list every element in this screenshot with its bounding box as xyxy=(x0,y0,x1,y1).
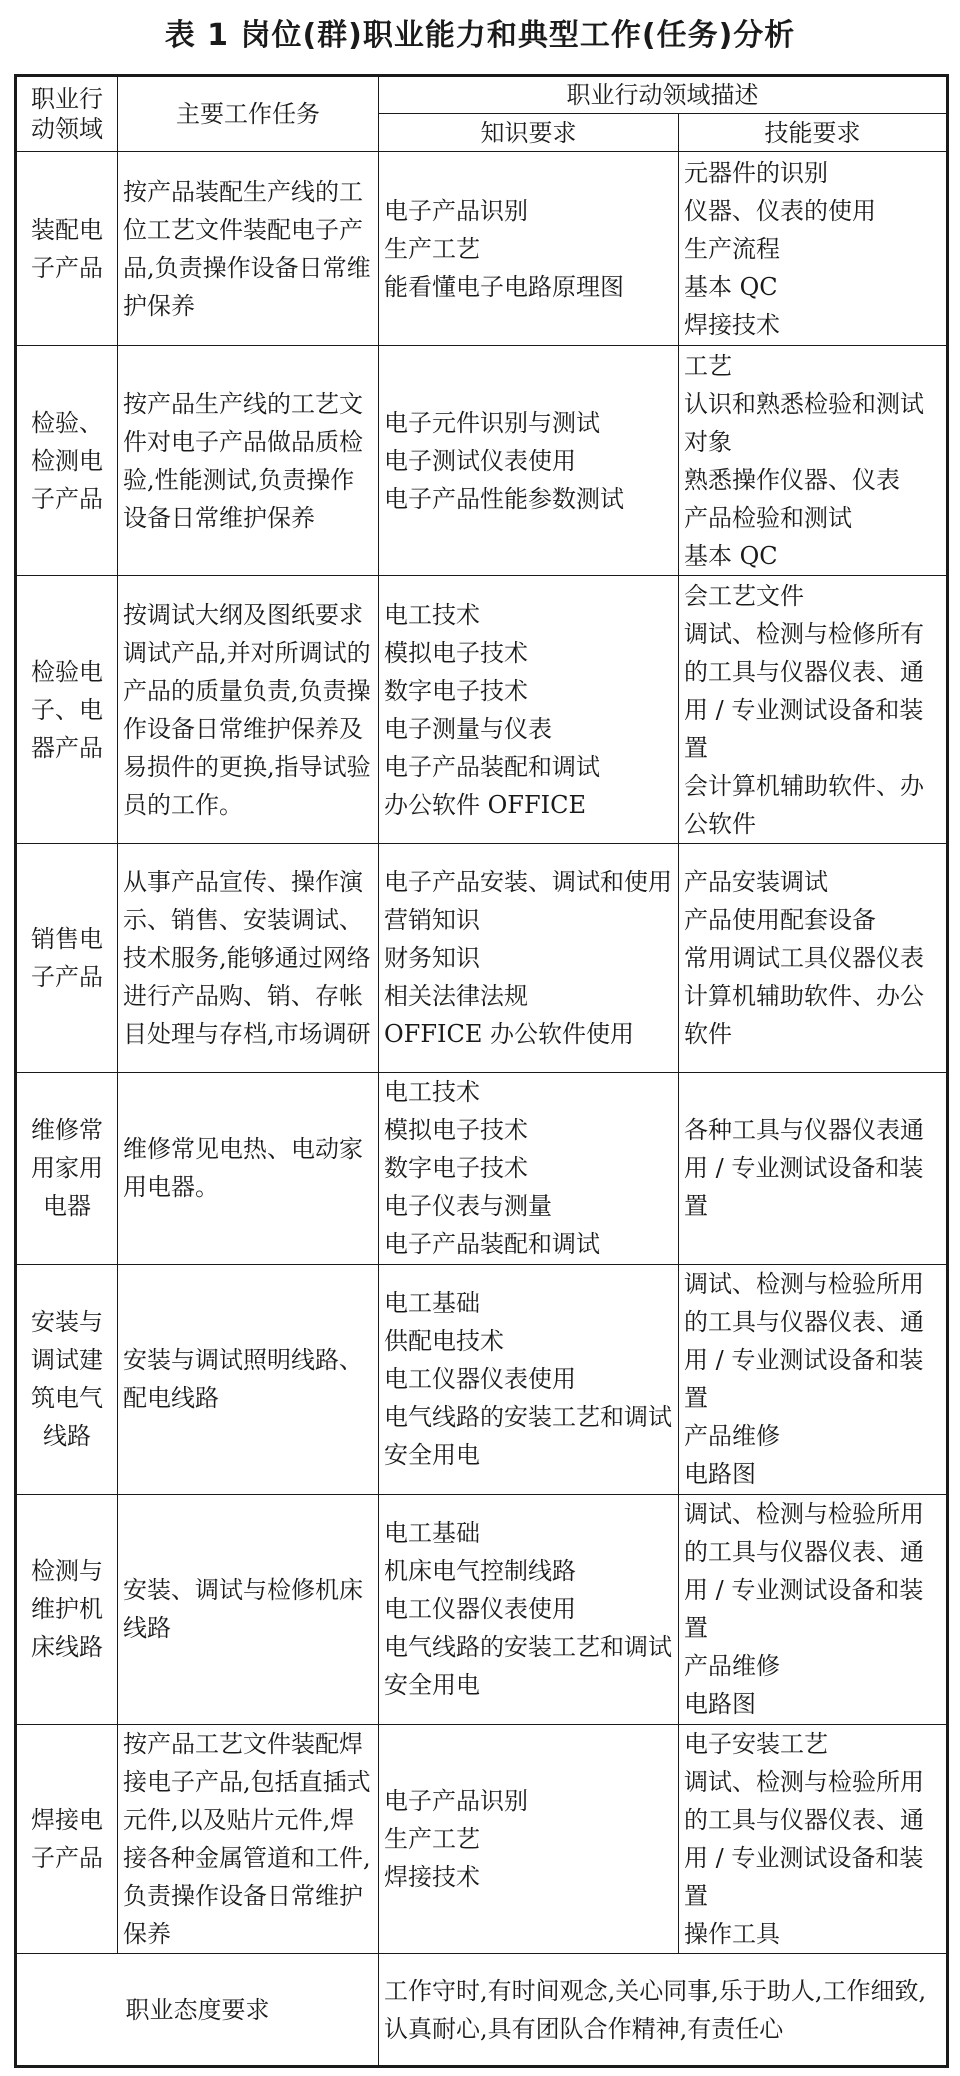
row-task: 从事产品宣传、操作演示、销售、安装调试、技术服务,能够通过网络进行产品购、销、存帐目处理与存档,市场调研 xyxy=(118,844,379,1073)
table-title: 表 1 岗位(群)职业能力和典型工作(任务)分析 xyxy=(164,18,796,53)
row-domain: 检验、 检测电 子产品 xyxy=(16,346,118,576)
table-row xyxy=(16,1724,948,1954)
table-row xyxy=(16,575,948,843)
row-domain: 装配电 子产品 xyxy=(16,152,118,346)
header-knowledge: 知识要求 xyxy=(379,114,679,152)
table-row xyxy=(16,1494,948,1724)
attitude-text: 工作守时,有时间观念,关心同事,乐于助人,工作细致,认真耐心,具有团队合作精神,有责任心 xyxy=(379,1954,948,2067)
row-domain: 维修常 用家用 电器 xyxy=(16,1072,118,1264)
row-skills: 调试、检测与检验所用的工具与仪器仪表、通用 / 专业测试设备和装置 产品维修 电路图 xyxy=(679,1494,948,1724)
row-task: 安装、调试与检修机床线路 xyxy=(118,1494,379,1724)
row-task: 安装与调试照明线路、配电线路 xyxy=(118,1264,379,1494)
row-domain: 检测与 维护机 床线路 xyxy=(16,1494,118,1724)
header-row xyxy=(16,76,948,114)
header-domain: 职业行 动领域 xyxy=(16,76,118,152)
row-task: 按调试大纲及图纸要求调试产品,并对所调试的产品的质量负责,负责操作设备日常维护保养及易损件的更换,指导试验员的工作。 xyxy=(118,575,379,843)
row-knowledge: 电工技术 模拟电子技术 数字电子技术 电子仪表与测量 电子产品装配和调试 xyxy=(379,1072,679,1264)
row-skills: 工艺 认识和熟悉检验和测试对象 熟悉操作仪器、仪表 产品检验和测试 基本 QC xyxy=(679,346,948,576)
row-knowledge: 电工基础 供配电技术 电工仪器仪表使用 电气线路的安装工艺和调试 安全用电 xyxy=(379,1264,679,1494)
row-knowledge: 电工技术 模拟电子技术 数字电子技术 电子测量与仪表 电子产品装配和调试 办公软件 OFFICE xyxy=(379,575,679,843)
row-task: 按产品生产线的工艺文件对电子产品做品质检验,性能测试,负责操作设备日常维护保养 xyxy=(118,346,379,576)
table-row xyxy=(16,844,948,1073)
attitude-row xyxy=(16,1954,948,2067)
row-knowledge: 电子元件识别与测试 电子测试仪表使用 电子产品性能参数测试 xyxy=(379,346,679,576)
header-task: 主要工作任务 xyxy=(118,76,379,152)
row-skills: 元器件的识别 仪器、仪表的使用 生产流程 基本 QC 焊接技术 xyxy=(679,152,948,346)
row-domain: 检验电 子、电 器产品 xyxy=(16,575,118,843)
table-row xyxy=(16,346,948,576)
competency-table xyxy=(14,74,949,2068)
row-skills: 电子安装工艺 调试、检测与检验所用的工具与仪器仪表、通用 / 专业测试设备和装置 操作工具 xyxy=(679,1724,948,1954)
row-skills: 产品安装调试 产品使用配套设备 常用调试工具仪器仪表 计算机辅助软件、办公软件 xyxy=(679,844,948,1073)
table-row xyxy=(16,152,948,346)
row-knowledge: 电子产品识别 生产工艺 能看懂电子电路原理图 xyxy=(379,152,679,346)
table-row xyxy=(16,1072,948,1264)
row-skills: 会工艺文件 调试、检测与检修所有的工具与仪器仪表、通用 / 专业测试设备和装置 会计算机辅助软件、办公软件 xyxy=(679,575,948,843)
row-knowledge: 电子产品安装、调试和使用 营销知识 财务知识 相关法律法规 OFFICE 办公软件使用 xyxy=(379,844,679,1073)
row-skills: 调试、检测与检验所用的工具与仪器仪表、通用 / 专业测试设备和装置 产品维修 电路图 xyxy=(679,1264,948,1494)
table-row xyxy=(16,1264,948,1494)
row-knowledge: 电子产品识别 生产工艺 焊接技术 xyxy=(379,1724,679,1954)
header-skills: 技能要求 xyxy=(679,114,948,152)
row-skills: 各种工具与仪器仪表通用 / 专业测试设备和装置 xyxy=(679,1072,948,1264)
attitude-label: 职业态度要求 xyxy=(16,1954,379,2067)
header-description-group: 职业行动领域描述 xyxy=(379,76,948,114)
row-knowledge: 电工基础 机床电气控制线路 电工仪器仪表使用 电气线路的安装工艺和调试 安全用电 xyxy=(379,1494,679,1724)
row-task: 按产品装配生产线的工位工艺文件装配电子产品,负责操作设备日常维护保养 xyxy=(118,152,379,346)
row-domain: 焊接电 子产品 xyxy=(16,1724,118,1954)
row-domain: 销售电 子产品 xyxy=(16,844,118,1073)
row-domain: 安装与 调试建 筑电气 线路 xyxy=(16,1264,118,1494)
row-task: 按产品工艺文件装配焊接电子产品,包括直插式元件,以及贴片元件,焊接各种金属管道和工件,负责操作设备日常维护保养 xyxy=(118,1724,379,1954)
row-task: 维修常见电热、电动家用电器。 xyxy=(118,1072,379,1264)
